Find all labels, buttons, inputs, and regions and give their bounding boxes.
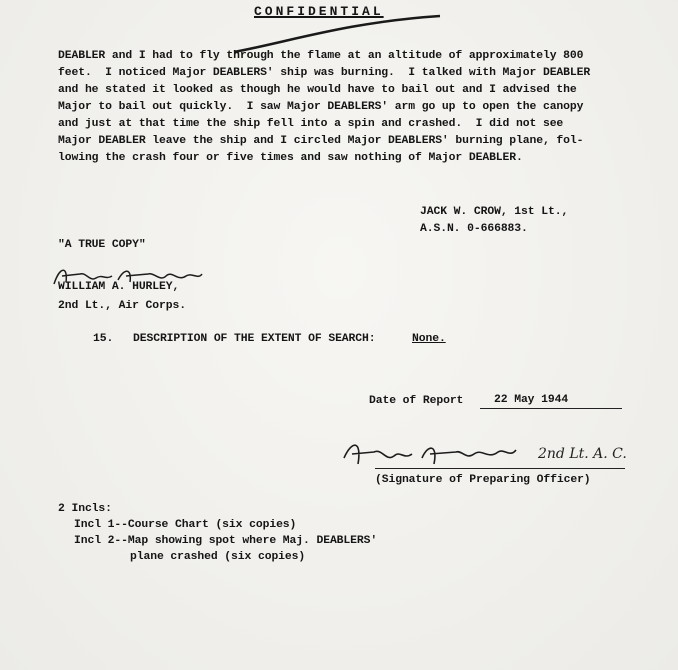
item15-number: 15. — [93, 333, 114, 345]
enclosure-2-line-1: Incl 2--Map showing spot where Maj. DEABLERS' — [74, 535, 378, 547]
date-underline — [480, 408, 622, 409]
true-copy-name: WILLIAM A. HURLEY, — [58, 281, 180, 293]
true-copy-label: "A TRUE COPY" — [58, 239, 146, 251]
paragraph-line: Major to bail out quickly. I saw Major DEABLERS' arm go up to open the canopy — [58, 101, 584, 113]
paragraph-line: DEABLER and I had to fly through the flame at an altitude of approximately 800 — [58, 50, 584, 62]
enclosure-1: Incl 1--Course Chart (six copies) — [74, 519, 297, 531]
paragraph-line: feet. I noticed Major DEABLERS' ship was burning. I talked with Major DEABLER — [58, 67, 591, 79]
paragraph-line: and he stated it looked as though he would have to bail out and I advised the — [58, 84, 577, 96]
signature-caption: (Signature of Preparing Officer) — [375, 474, 591, 486]
paragraph-line: lowing the crash four or five times and saw nothing of Major DEABLER. — [58, 152, 523, 164]
date-of-report-label: Date of Report — [369, 395, 464, 407]
witness-asn: A.S.N. 0-666883. — [420, 223, 528, 235]
enclosures-count: 2 Incls: — [58, 503, 112, 515]
witness-name: JACK W. CROW, 1st Lt., — [420, 206, 569, 218]
paragraph-line: and just at that time the ship fell into a spin and crashed. I did not see — [58, 118, 564, 130]
signature-rank-note: 2nd Lt. A. C. — [538, 446, 627, 462]
classification-header: CONFIDENTIAL — [254, 4, 384, 19]
date-of-report-value: 22 May 1944 — [494, 394, 569, 406]
signature-line — [375, 468, 625, 469]
true-copy-rank: 2nd Lt., Air Corps. — [58, 300, 186, 312]
paragraph-line: Major DEABLER leave the ship and I circled Major DEABLERS' burning plane, fol- — [58, 135, 584, 147]
item15-label: DESCRIPTION OF THE EXTENT OF SEARCH: — [133, 333, 376, 345]
item15-value: None. — [412, 333, 446, 345]
enclosure-2-line-2: plane crashed (six copies) — [130, 551, 306, 563]
